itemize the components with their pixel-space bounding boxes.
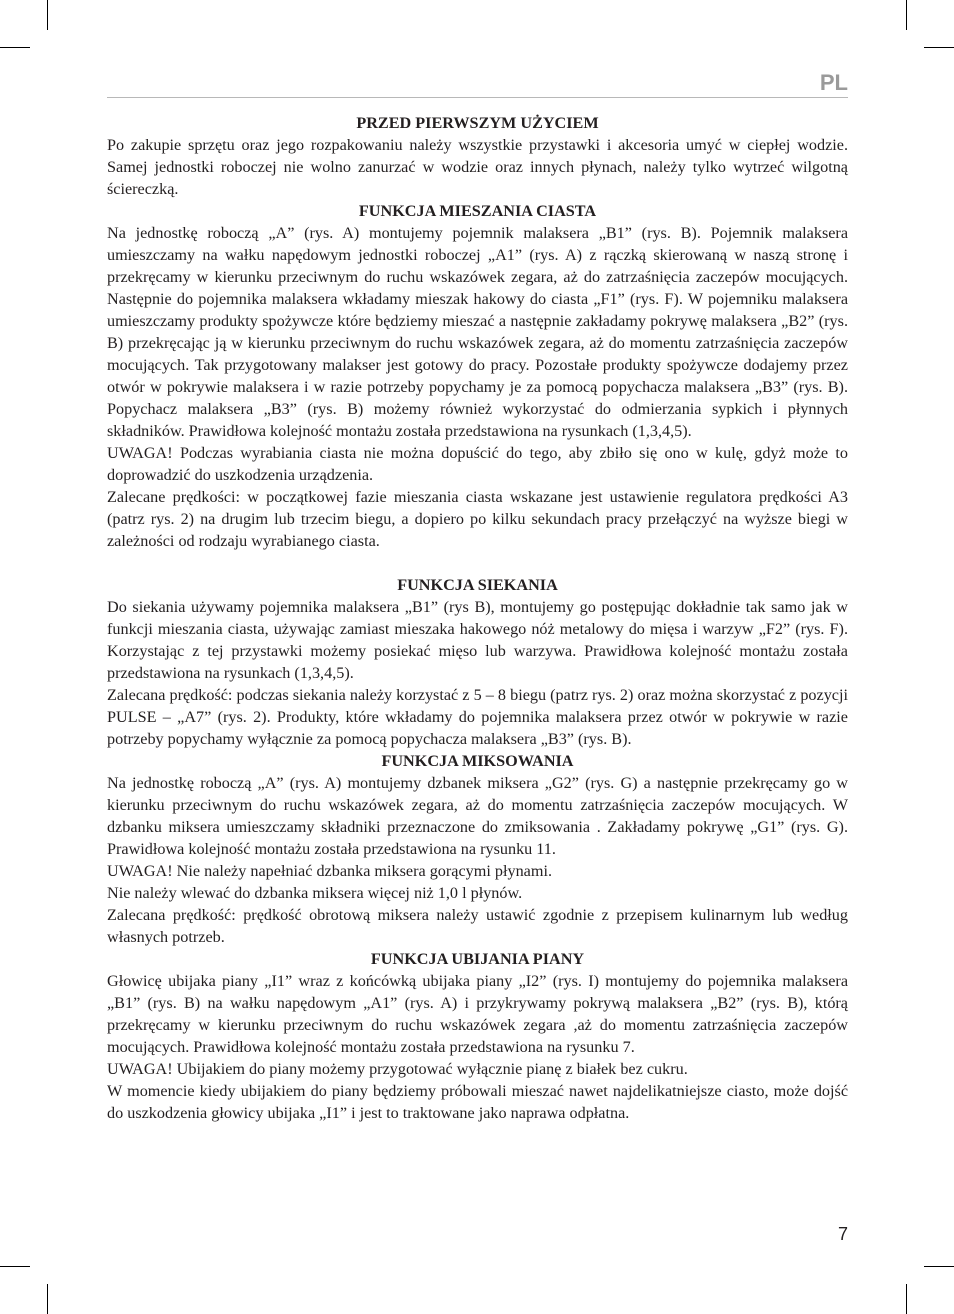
spacer (107, 552, 848, 574)
language-label: PL (819, 70, 848, 95)
crop-mark-top-left-h (0, 47, 30, 48)
crop-mark-bottom-left-v (47, 1284, 48, 1314)
section-title: FUNKCJA MIESZANIA CIASTA (358, 202, 597, 220)
crop-mark-bottom-right-v (906, 1284, 907, 1314)
paragraph: Zalecane prędkości: w początkowej fazie mieszania ciasta wskazane jest ustawienie regulatora prędkości A3 (patrz rys. 2) na drugim lub trzecim biegu, a dopiero po kilku sekundach pracy przełączyć na wyższe biegi w zależności od rodzaju wyrabianego ciasta. (107, 488, 848, 550)
section-title: FUNKCJA SIEKANIA (397, 576, 558, 594)
section-title: PRZED PIERWSZYM UŻYCIEM (356, 114, 599, 132)
section-dough-mixing (107, 200, 848, 552)
paragraph: UWAGA! Nie należy napełniać dzbanka miksera gorącymi płynami. (107, 862, 552, 880)
section-title: FUNKCJA MIKSOWANIA (381, 752, 574, 770)
paragraph: Po zakupie sprzętu oraz jego rozpakowaniu należy wszystkie przystawki i akcesoria umyć w ciepłej wodzie. Samej jednostki roboczej nie wolno zanurzać w wodzie oraz innych płynach, należy tylko wytrzeć wilgotną ściereczką. (107, 136, 848, 198)
paragraph: Zalecana prędkość: prędkość obrotową miksera należy ustawić zgodnie z przepisem kulinarnym lub według własnych potrzeb. (107, 906, 848, 946)
paragraph: Nie należy wlewać do dzbanka miksera więcej niż 1,0 l płynów. (107, 884, 523, 902)
paragraph: W momencie kiedy ubijakiem do piany będziemy próbowali mieszać nawet najdelikatniejsze ciasto, może dojść do uszkodzenia głowicy ubijaka „I1” i jest to traktowane jako naprawa odpłatna. (107, 1082, 848, 1122)
crop-mark-bottom-left-h (0, 1266, 30, 1267)
crop-mark-top-right-v (906, 0, 907, 30)
paragraph: UWAGA! Ubijakiem do piany możemy przygotować wyłącznie pianę z białek bez cukru. (107, 1060, 688, 1078)
section-chopping (107, 574, 848, 750)
section-before-first-use (107, 112, 848, 200)
paragraph: Głowicę ubijaka piany „I1” wraz z końcówką ubijaka piany „I2” (rys. I) montujemy do pojemnika malaksera „B1” (rys. B) na wałku napędowym „A1” (rys. A) i przykrywamy pokrywą malaksera „B2” (rys. B), którą przekręcamy w kierunku przeciwnym do ruchu wskazówek zegara ,aż do momentu zatrzaśnięcia zaczepów mocujących. Prawidłowa kolejność montażu została przedstawiona na rysunku 7. (107, 972, 848, 1056)
crop-mark-bottom-right-h (924, 1266, 954, 1267)
paragraph: Do siekania używamy pojemnika malaksera „B1” (rys B), montujemy go postępując dokładnie tak samo jak w funkcji mieszania ciasta, używając zamiast mieszaka hakowego nóż metalowy do mięsa i warzyw „F2” (rys. F). Korzystając z tej przystawki możemy posiekać mięso lub warzywa. Prawidłowa kolejność montażu została przedstawiona na rysunkach (1,3,4,5). (107, 598, 848, 682)
page-number: 7 (837, 1224, 848, 1244)
section-blending (107, 750, 848, 948)
paragraph: Na jednostkę roboczą „A” (rys. A) montujemy pojemnik malaksera „B1” (rys. B). Pojemnik malaksera umieszczamy na wałku napędowym jednostki roboczej „A1” (rys. A) z rączką skierowaną w naszą stronę i przekręcamy w kierunku przeciwnym do ruchu wskazówek zegara, aż do zatrzaśnięcia zaczepów mocujących. Następnie do pojemnika malaksera wkładamy mieszak hakowy do ciasta „F1” (rys. F). W pojemniku malaksera umieszczamy produkty spożywcze które będziemy mieszać a następnie zakładamy pokrywę malaksera „B2” (rys. B) przekręcając ją w kierunku przeciwnym do ruchu wskazówek zegara, aż do momentu zatrzaśnięcia zaczepów mocujących. Tak przygotowany malakser jest gotowy do pracy. Pozostałe produkty spożywcze dodajemy przez otwór w pokrywie malaksera i w razie potrzeby popychamy je za pomocą popychacza malaksera „B3” (rys. B). Popychacz malaksera „B3” (rys. B) możemy również wykorzystać do odmierzania sypkich i płynnych składników. Prawidłowa kolejność montażu została przedstawiona na rysunkach (1,3,4,5). (107, 224, 848, 440)
page-content (107, 112, 848, 1124)
paragraph: UWAGA! Podczas wyrabiania ciasta nie można dopuścić do tego, aby zbiło się ono w kulę, gdyż może to doprowadzić do uszkodzenia urządzenia. (107, 444, 848, 484)
section-title: FUNKCJA UBIJANIA PIANY (370, 950, 585, 968)
paragraph: Na jednostkę roboczą „A” (rys. A) montujemy dzbanek miksera „G2” (rys. G) a następnie przekręcamy go w kierunku przeciwnym do ruchu wskazówek zegara, aż do momentu zatrzaśnięcia zaczepów mocujących. W dzbanku miksera umieszczamy składniki przeznaczone do zmiksowania . Zakładamy pokrywę „G1” (rys. G). Prawidłowa kolejność montażu została przedstawiona na rysunku 11. (107, 774, 848, 858)
section-whisking (107, 948, 848, 1124)
header-rule (107, 97, 848, 98)
paragraph: Zalecana prędkość: podczas siekania należy korzystać z 5 – 8 biegu (patrz rys. 2) oraz można skorzystać z pozycji PULSE – „A7” (rys. 2). Produkty, które wkładamy do pojemnika malaksera przez otwór w pokrywie w razie potrzeby popychamy wyłącznie za pomocą popychacza malaksera „B3” (rys. B). (107, 686, 848, 748)
crop-mark-top-right-h (924, 47, 954, 48)
crop-mark-top-left-v (47, 0, 48, 30)
